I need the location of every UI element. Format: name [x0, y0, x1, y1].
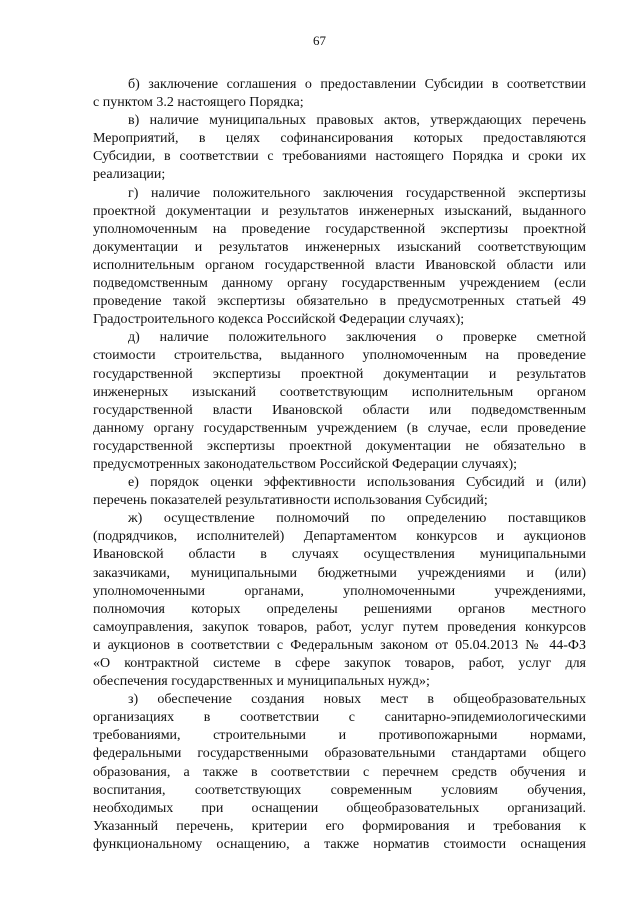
- text-line: б) заключение соглашения о предоставлении Субсидии в соответствии: [128, 77, 586, 92]
- text-line: стоимости строительства, выданного уполномоченным на проведение: [93, 348, 586, 364]
- text-line: уполномоченным на проведение государственной экспертизы проектной: [93, 221, 586, 237]
- text-line: полномочия которых определены решениями органов местного: [93, 601, 586, 617]
- text-line: ж) осуществление полномочий по определению поставщиков: [128, 511, 586, 527]
- text-line: Градостроительного кодекса Российской Федерации случаях);: [93, 312, 465, 328]
- text-line: г) наличие положительного заключения государственной экспертизы: [128, 185, 586, 201]
- text-line: самоуправления, закупок товаров, работ, услуг путем проведения конкурсов: [93, 619, 586, 635]
- text-line: д) наличие положительного заключения о проверке сметной: [128, 330, 586, 346]
- page-number: 67: [313, 33, 326, 48]
- document-body: [93, 76, 586, 854]
- text-line: (подрядчиков, исполнителей) Департаментом конкурсов и аукционов: [93, 529, 586, 545]
- text-line: проектной документации и результатов инженерных изысканий, выданного: [93, 203, 586, 219]
- text-line: государственной власти Ивановской области или подведомственным: [93, 402, 586, 418]
- text-line: образования, а также в соответствии с перечнем средств обучения и: [93, 764, 586, 780]
- text-line: в) наличие муниципальных правовых актов, утверждающих перечень: [128, 113, 586, 129]
- text-line: заказчиками, муниципальными бюджетными учреждениями и (или): [93, 565, 586, 581]
- text-line: реализации;: [93, 167, 166, 183]
- text-line: государственной экспертизы проектной документации и результатов: [93, 366, 586, 382]
- text-line: перечень показателей результативности использования Субсидий;: [93, 493, 488, 509]
- text-line: з) обеспечение создания новых мест в общеобразовательных: [128, 692, 586, 708]
- text-line: с пунктом 3.2 настоящего Порядка;: [93, 95, 304, 111]
- text-line: федеральными государственными образовательными стандартами общего: [93, 746, 586, 762]
- text-line: предусмотренных законодательством Российской Федерации случаях);: [93, 456, 518, 472]
- text-line: проведение такой экспертизы обязательно в предусмотренных статьей 49: [93, 294, 586, 310]
- text-line: и аукционов в соответствии с Федеральным законом от 05.04.2013 № 44-ФЗ: [93, 637, 586, 653]
- text-line: инженерных изысканий соответствующим исполнительным органом: [93, 384, 586, 400]
- text-line: данному органу государственным учреждением (в случае, если проведение: [93, 420, 586, 436]
- text-line: функциональному оснащению, а также норматив стоимости оснащения: [93, 836, 586, 852]
- text-line: Указанный перечень, критерии его формирования и требования к: [93, 818, 586, 834]
- text-line: необходимых при оснащении общеобразовательных организаций.: [93, 800, 586, 816]
- text-line: обеспечения государственных и муниципальных нужд»;: [93, 674, 430, 690]
- text-line: исполнительным органом государственной власти Ивановской области или: [93, 257, 586, 273]
- text-line: уполномоченными органами, уполномоченными учреждениями,: [93, 583, 586, 599]
- text-line: государственной экспертизы проектной документации не обязательно в: [93, 438, 586, 454]
- text-line: воспитания, соответствующих современным условиям обучения,: [93, 782, 586, 798]
- text-line: подведомственным данному органу государственным учреждением (если: [93, 276, 586, 292]
- text-line: Субсидии, в соответствии с требованиями настоящего Порядка и сроки их: [93, 149, 586, 165]
- text-line: е) порядок оценки эффективности использования Субсидий и (или): [128, 475, 586, 491]
- text-line: документации и результатов инженерных изысканий соответствующим: [93, 239, 586, 255]
- text-line: Ивановской области в случаях осуществления муниципальными: [93, 547, 586, 563]
- text-line: Мероприятий, в целях софинансирования которых предоставляются: [93, 131, 586, 147]
- text-line: организациях в соответствии с санитарно-эпидемиологическими: [93, 710, 586, 726]
- text-line: требованиями, строительными и противопожарными нормами,: [93, 728, 586, 744]
- text-line: «О контрактной системе в сфере закупок товаров, работ, услуг для: [93, 656, 586, 671]
